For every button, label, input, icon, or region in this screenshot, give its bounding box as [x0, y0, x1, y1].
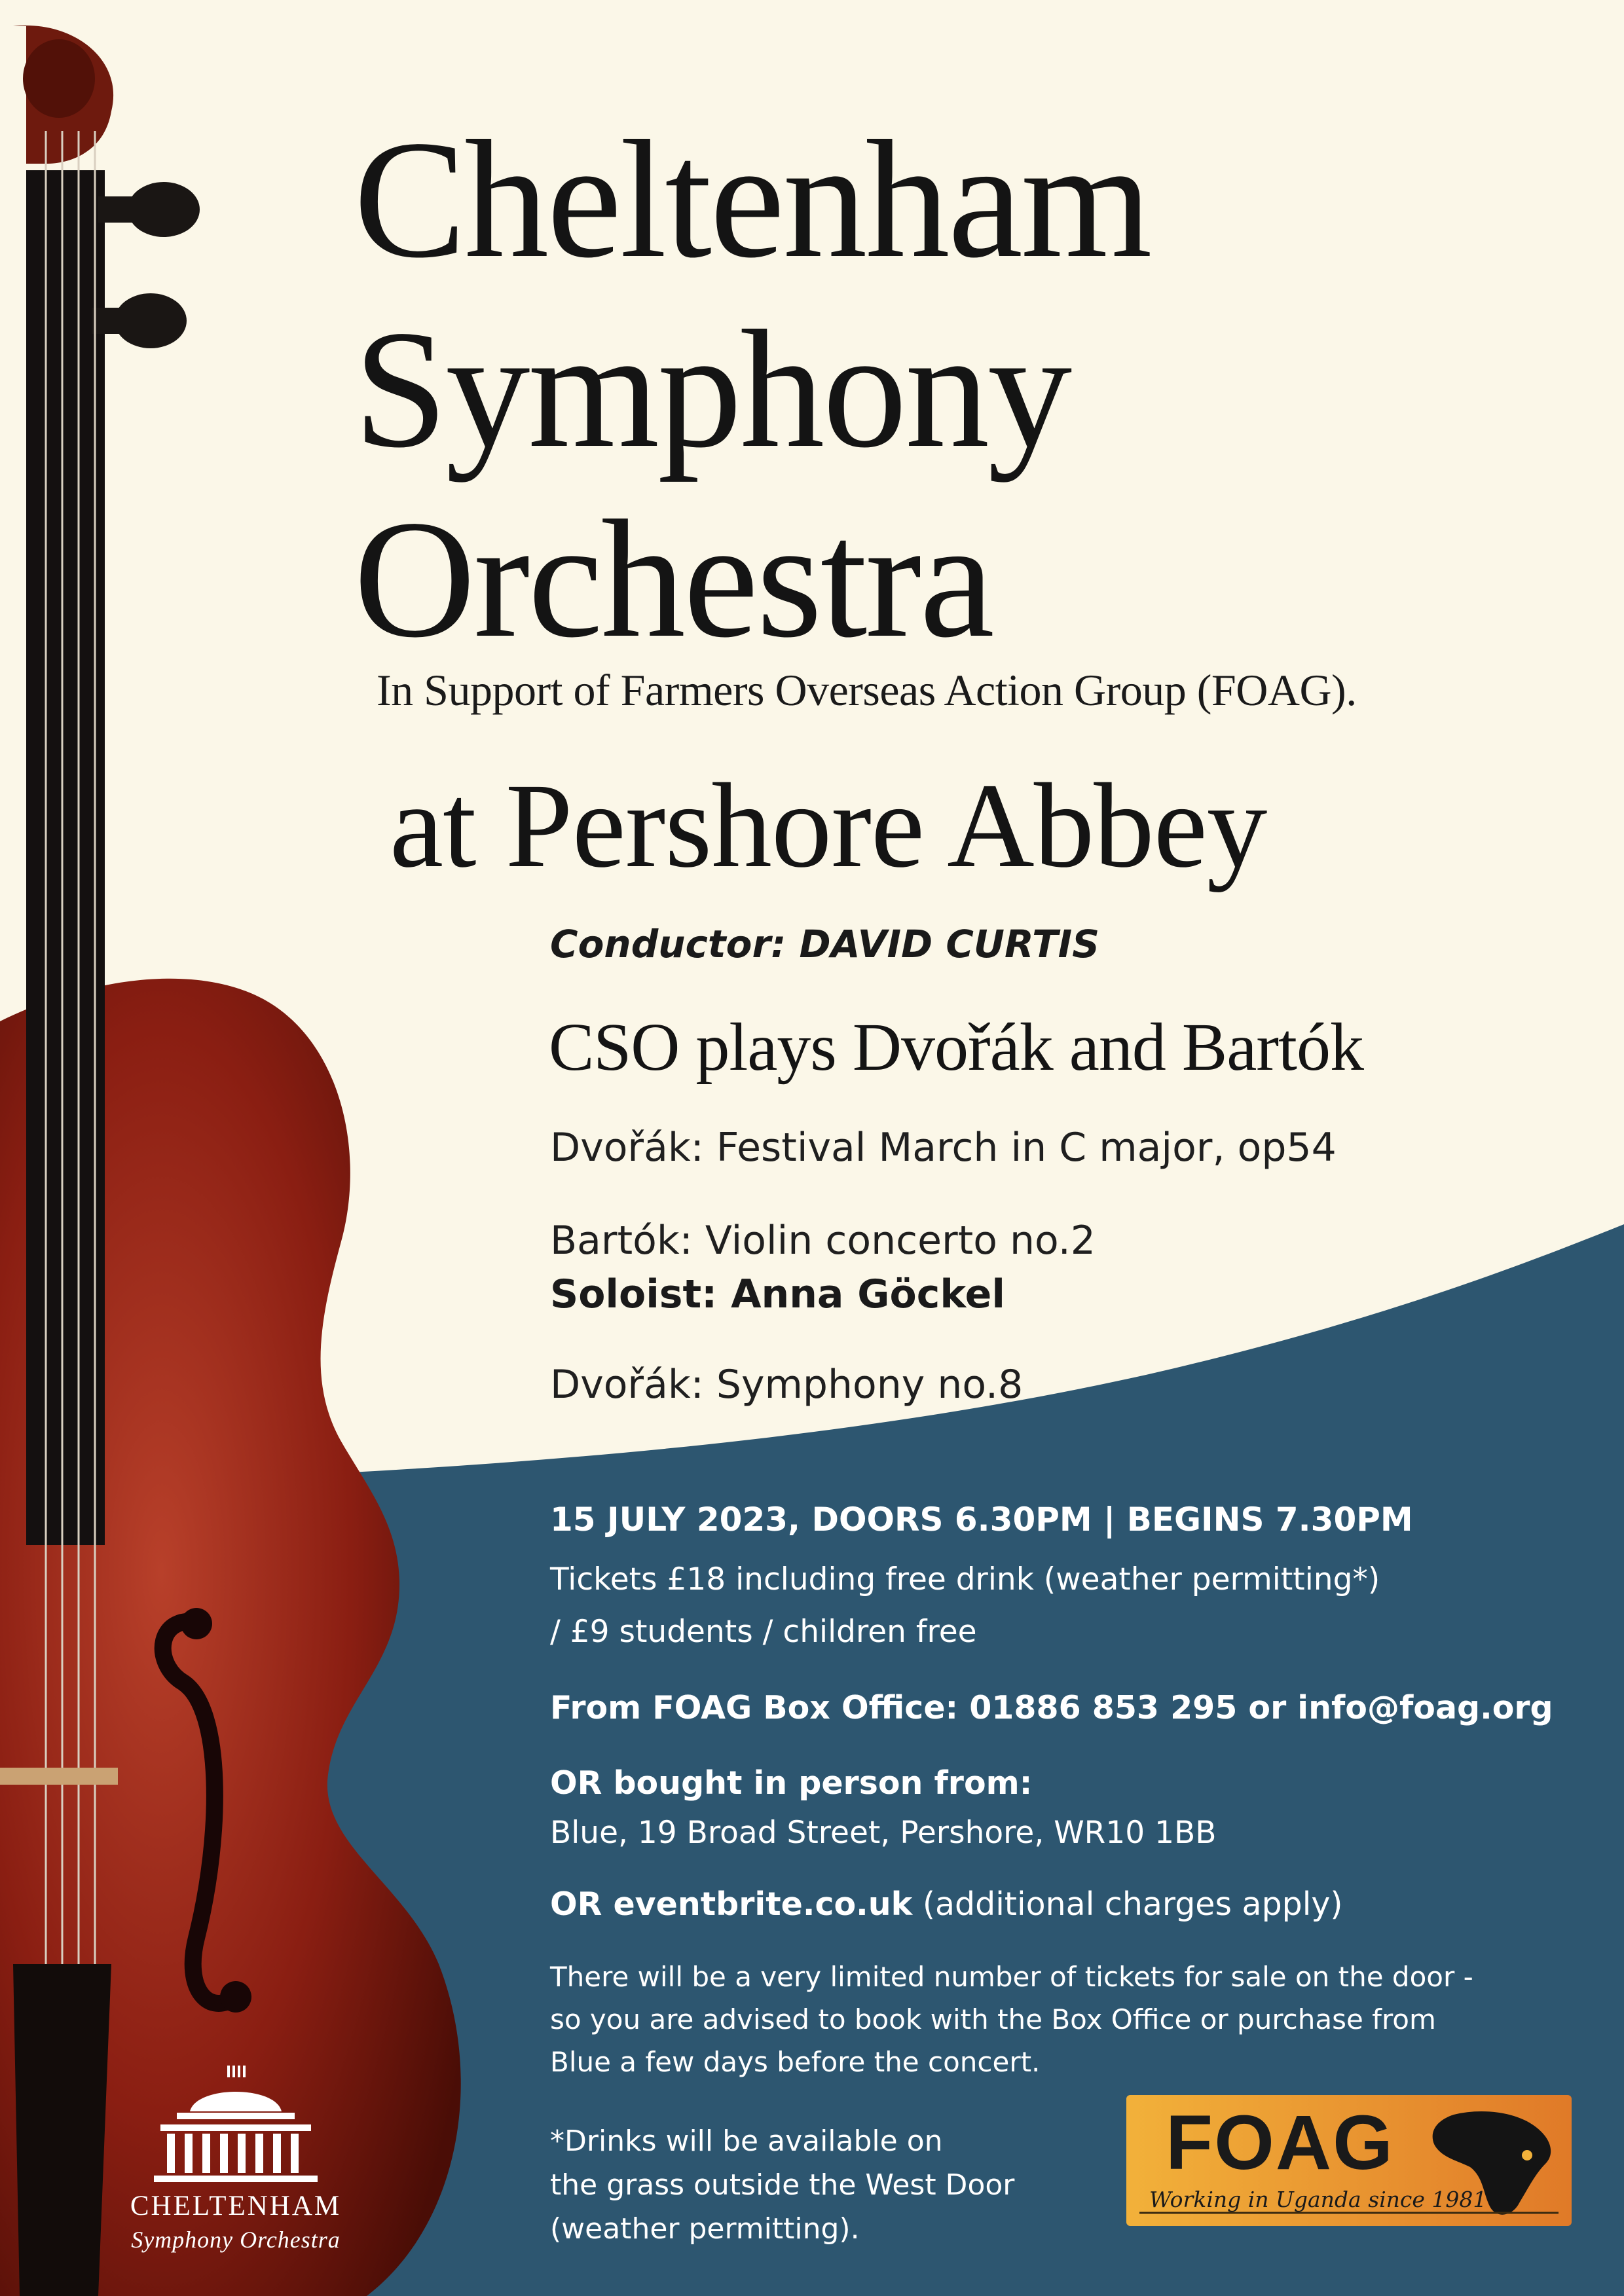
- in-person-label: OR bought in person from:: [550, 1764, 1033, 1802]
- drinks-note-line-2: the grass outside the West Door: [550, 2168, 1015, 2202]
- title-line-2: Symphony: [354, 295, 1071, 483]
- drinks-note-line-1: *Drinks will be available on: [550, 2124, 943, 2158]
- programme-item-2: Bartók: Violin concerto no.2: [550, 1218, 1096, 1264]
- support-line: In Support of Farmers Overseas Action Group (FOAG).: [377, 665, 1357, 715]
- ticket-prices-line-1: Tickets £18 including free drink (weather permitting*): [550, 1561, 1380, 1597]
- title-line-3: Orchestra: [354, 485, 993, 672]
- online-booking-label: OR eventbrite.co.uk: [550, 1886, 913, 1923]
- foag-logo-name: FOAG: [1166, 2100, 1394, 2186]
- conductor-line: [550, 922, 1099, 966]
- foag-logo-tagline: Working in Uganda since 1981: [1149, 2187, 1487, 2212]
- cso-logo: [105, 2066, 367, 2262]
- door-note-line-2: so you are advised to book with the Box Office or purchase from: [550, 2003, 1436, 2035]
- foag-logo: [1126, 2095, 1572, 2226]
- programme-headline: CSO plays Dvořák and Bartók: [549, 1010, 1363, 1085]
- venue-heading: at Pershore Abbey: [390, 759, 1267, 893]
- date-time-line: 15 JULY 2023, DOORS 6.30PM | BEGINS 7.30PM: [550, 1501, 1413, 1539]
- programme-item-3: Dvořák: Symphony no.8: [550, 1362, 1024, 1408]
- title-line-1: Cheltenham: [354, 105, 1151, 293]
- drinks-note-line-3: (weather permitting).: [550, 2212, 860, 2246]
- box-office-line: From FOAG Box Office: 01886 853 295 or info@foag.org: [550, 1689, 1553, 1726]
- door-note-line-3: Blue a few days before the concert.: [550, 2046, 1041, 2078]
- programme-item-1: Dvořák: Festival March in C major, op54: [550, 1125, 1337, 1171]
- concert-hall-icon: [105, 2066, 367, 2187]
- online-booking-line: [550, 1886, 1343, 1923]
- cso-logo-name: CHELTENHAM: [130, 2191, 342, 2221]
- in-person-address: Blue, 19 Broad Street, Pershore, WR10 1BB: [550, 1815, 1217, 1851]
- ticket-prices-line-2: / £9 students / children free: [550, 1614, 977, 1650]
- conductor-label: Conductor:: [550, 922, 786, 966]
- soloist-line: Soloist: Anna Göckel: [550, 1271, 1005, 1317]
- door-note-line-1: There will be a very limited number of tickets for sale on the door -: [550, 1961, 1473, 1993]
- online-booking-note: (additional charges apply): [922, 1886, 1343, 1923]
- conductor-name: DAVID CURTIS: [799, 922, 1100, 966]
- cso-logo-subtitle: Symphony Orchestra: [131, 2227, 341, 2253]
